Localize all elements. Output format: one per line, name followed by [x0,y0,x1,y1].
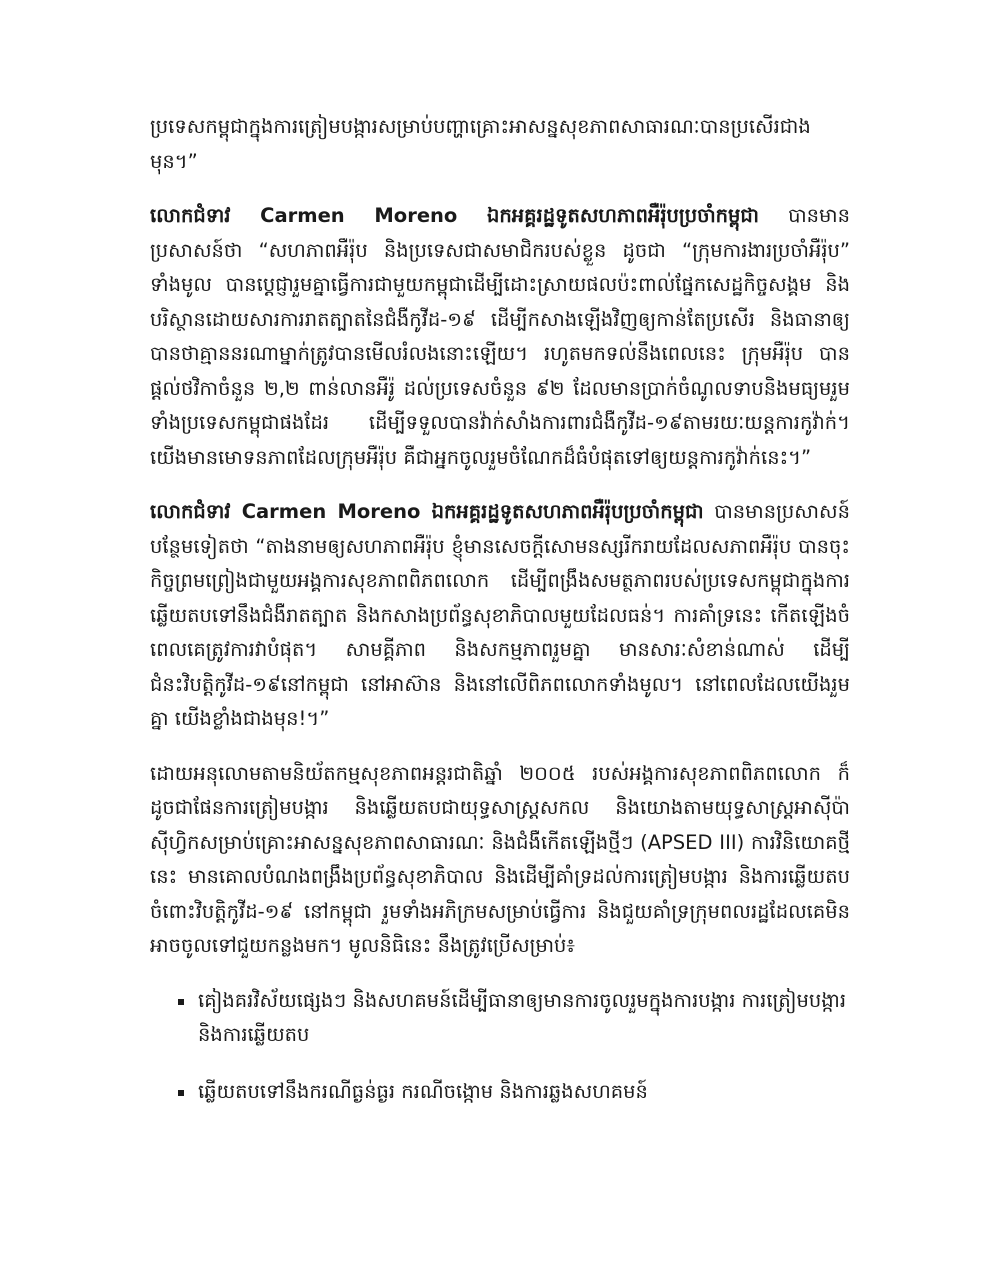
square-bullet-icon [178,1090,184,1096]
fund-uses-list [150,984,850,1110]
paragraph-intro-continuation [150,110,850,179]
list-item [150,1075,850,1110]
paragraph-text: បានមានប្រសាសន៍បន្ថែមទៀតថា “តាងនាមឲ្យសហភាពអឺរ៉ុប ខ្ញុំមានសេចក្តីសោមនស្សរីករាយដែលសភាពអឺរ៉ុប បានចុះកិច្ចព្រមព្រៀងជាមួយអង្គការសុខភាពពិភពលោក ដើម្បីពង្រឹងសមត្ថភាពរបស់ប្រទេសកម្ពុជាក្នុងការឆ្លើយតបទៅនឹងជំងឺរាតត្បាត និងកសាងប្រព័ន្ធសុខាភិបាលមួយដែលធន់។ ការគាំទ្រនេះ កើតឡើងចំពេលគេត្រូវការវាបំផុត។ សាមគ្គីភាព និងសកម្មភាពរួមគ្នា មានសារៈសំខាន់ណាស់ ដើម្បីជំនះវិបត្តិកូវីដ-១៩នៅកម្ពុជា នៅអាស៊ាន និងនៅលើពិភពលោកទាំងមូល។ នៅពេលដែលយើងរួមគ្នា យើងខ្លាំងជាងមុន!។” [150,500,850,730]
paragraph-ambassador-quote-1 [150,199,850,475]
paragraph-ambassador-quote-2 [150,495,850,737]
paragraph-text: ប្រទេសកម្ពុជាក្នុងការត្រៀមបង្ការសម្រាប់បញ្ហាគ្រោះអាសន្នសុខភាពសាធារណៈបានប្រសើរជាងមុន។” [150,115,811,173]
list-item-text: ឆ្លើយតបទៅនឹងករណីធ្ងន់ធ្ងរ ករណីចង្កោម និងការឆ្លងសហគមន៍ [198,1079,648,1103]
list-item [150,984,850,1053]
paragraph-ihr-investment [150,757,850,964]
document-page [150,110,850,1131]
list-item-text: គៀងគរវិស័យផ្សេងៗ និងសហគមន៍ដើម្បីធានាឲ្យមានការចូលរួមក្នុងការបង្ការ ការត្រៀមបង្ការ និងការឆ្លើយតប [198,988,847,1046]
square-bullet-icon [178,999,184,1005]
paragraph-text: ដោយអនុលោមតាមនិយ័តកម្មសុខភាពអន្តរជាតិឆ្នាំ ២០០៥ របស់អង្គការសុខភាពពិភពលោក ក៏ដូចជាផែនការត្រៀមបង្ការ និងឆ្លើយតបជាយុទ្ធសាស្ត្រសកល និងយោងតាមយុទ្ធសាស្ត្រអាស៊ីប៉ាស៊ីហ្វិកសម្រាប់គ្រោះអាសន្នសុខភាពសាធារណៈ និងជំងឺកើតឡើងថ្មីៗ (APSED III) ការវិនិយោគថ្មីនេះ មានគោលបំណងពង្រឹងប្រព័ន្ធសុខាភិបាល និងដើម្បីគាំទ្រដល់ការត្រៀមបង្ការ និងការឆ្លើយតបចំពោះវិបត្តិកូវីដ-១៩ នៅកម្ពុជា រួមទាំងអភិក្រមសម្រាប់ធ្វើការ និងជួយគាំទ្រក្រុមពលរដ្ឋដែលគេមិនអាចចូលទៅជួយកន្លងមក។ មូលនិធិនេះ នឹងត្រូវប្រើសម្រាប់៖ [150,761,850,957]
paragraph-text: បានមានប្រសាសន៍ថា “សហភាពអឺរ៉ុប និងប្រទេសជាសមាជិករបស់ខ្លួន ដូចជា “ក្រុមការងារប្រចាំអឺរ៉ុប” ទាំងមូល បានប្តេជ្ញារួមគ្នាធ្វើការជាមួយកម្ពុជាដើម្បីដោះស្រាយផលប៉ះពាល់ផ្នែកសេដ្ឋកិច្ចសង្គម និងបរិស្ថានដោយសារការរាតត្បាតនៃជំងឺកូវីដ-១៩ ដើម្បីកសាងឡើងវិញឲ្យកាន់តែប្រសើរ និងធានាឲ្យបានថាគ្មាននរណាម្នាក់ត្រូវបានមើលរំលងនោះឡើយ។ រហូតមកទល់នឹងពេលនេះ ក្រុមអឺរ៉ុប បានផ្តល់ថវិកាចំនួន ២,២ ពាន់លានអឺរ៉ូ ដល់ប្រទេសចំនួន ៩២ ដែលមានប្រាក់ចំណូលទាបនិងមធ្យមរួមទាំងប្រទេសកម្ពុជាផងដែរ ដើម្បីទទួលបានវ៉ាក់សាំងការពារជំងឺកូវីដ-១៩តាមរយៈយន្តការកូវ៉ាក់។ យើងមានមោទនភាពដែលក្រុមអឺរ៉ុប គឺជាអ្នកចូលរួមចំណែកដ៏ធំបំផុតទៅឲ្យយន្តការកូវ៉ាក់នេះ។” [150,204,850,469]
speaker-name: លោកជំទាវ Carmen Moreno ឯកអគ្គរដ្ឋទូតសហភាពអឺរ៉ុបប្រចាំកម្ពុជា [150,500,704,523]
speaker-name: លោកជំទាវ Carmen Moreno ឯកអគ្គរដ្ឋទូតសហភាពអឺរ៉ុបប្រចាំកម្ពុជា [150,204,759,227]
